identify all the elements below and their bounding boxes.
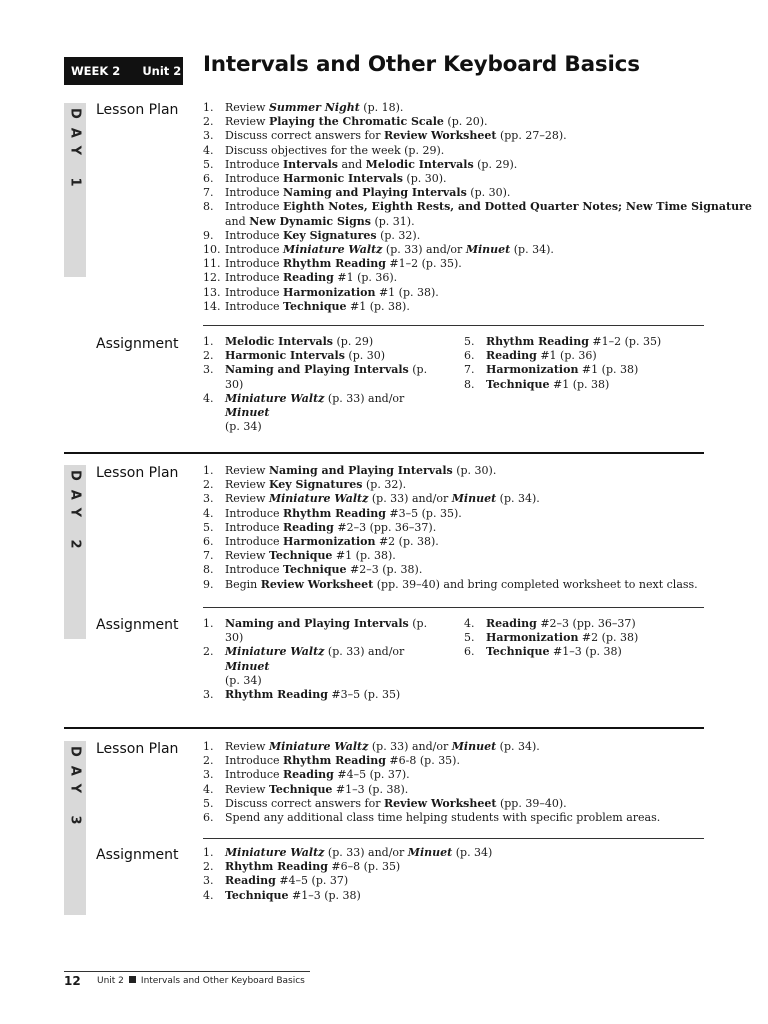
list-item: 8. Technique #1 (p. 38) <box>464 377 610 391</box>
list-item: 1. Melodic Intervals (p. 29) <box>203 335 374 348</box>
week-unit-badge <box>64 57 183 85</box>
list-item: 5. Harmonization #2 (p. 38) <box>464 631 639 645</box>
day-3-assignment-heading: Assignment <box>96 847 179 863</box>
list-item: 4. Discuss objectives for the week (p. 29). <box>203 143 445 157</box>
list-item: 5. Rhythm Reading #1–2 (p. 35) <box>464 335 662 348</box>
day-2-rule <box>64 452 704 454</box>
list-item: 4. Technique #1–3 (p. 38) <box>203 888 361 902</box>
list-item: 11. Introduce Rhythm Reading #1–2 (p. 35). <box>203 257 462 271</box>
list-item: 2. Miniature Waltz (p. 33) and/or Minuet (p. 34) <box>203 645 405 687</box>
list-item: 5. Introduce Reading #2–3 (pp. 36–37). <box>203 520 437 534</box>
list-item: 3. Introduce Reading #4–5 (p. 37). <box>203 768 410 782</box>
footer-unit: Unit 2 <box>97 976 124 986</box>
list-item: 2. Review Key Signatures (p. 32). <box>203 478 407 492</box>
list-item: 3. Naming and Playing Intervals (p. 30) <box>203 363 428 391</box>
list-item: 14. Introduce Technique #1 (p. 38). <box>203 299 410 313</box>
list-item: 4. Miniature Waltz (p. 33) and/or Minuet (p. 34) <box>203 391 405 434</box>
footer-subtitle: Intervals and Other Keyboard Basics <box>140 976 305 986</box>
list-item: 1. Naming and Playing Intervals (p. 30) <box>203 617 428 645</box>
page-number: 12 <box>64 974 81 988</box>
day-3-label: DAY 3 <box>67 746 83 834</box>
unit-label: Unit 2 <box>142 64 182 78</box>
list-item: 1. Review Naming and Playing Intervals (p. 30). <box>203 464 497 477</box>
list-item: 7. Review Technique #1 (p. 38). <box>203 549 396 563</box>
day-3-assignment-list <box>203 846 703 906</box>
divider <box>203 607 704 608</box>
list-item: 6. Spend any additional class time helping students with specific problem areas. <box>203 811 661 825</box>
day-3-lesson-plan-heading: Lesson Plan <box>96 741 179 757</box>
page-title: Intervals and Other Keyboard Basics <box>203 52 640 77</box>
day-2-lesson-plan-list <box>203 464 703 592</box>
week-label: WEEK 2 <box>71 64 121 78</box>
day-2-assignment-list <box>203 617 703 702</box>
day-3-rule <box>64 727 704 729</box>
footer-text <box>97 976 305 986</box>
day-3-lesson-plan-list <box>203 740 703 825</box>
list-item: 8. Introduce Technique #2–3 (p. 38). <box>203 563 423 577</box>
list-item: 3. Reading #4–5 (p. 37) <box>203 874 349 888</box>
list-item: 6. Reading #1 (p. 36) <box>464 349 597 363</box>
divider <box>203 838 704 839</box>
list-item: 9. Begin Review Worksheet (pp. 39–40) and bring completed worksheet to next class. <box>203 577 698 591</box>
list-item: 13. Introduce Harmonization #1 (p. 38). <box>203 285 439 299</box>
list-item: 10. Introduce Miniature Waltz (p. 33) and/or Minuet (p. 34). <box>203 243 554 257</box>
list-item: 1. Review Miniature Waltz (p. 33) and/or Minuet (p. 34). <box>203 740 540 753</box>
list-item: 5. Introduce Intervals and Melodic Intervals (p. 29). <box>203 157 518 171</box>
list-item: 6. Introduce Harmonic Intervals (p. 30). <box>203 172 447 186</box>
list-item: 9. Introduce Key Signatures (p. 32). <box>203 228 421 242</box>
list-item: 3. Rhythm Reading #3–5 (p. 35) <box>203 688 401 702</box>
list-item: 4. Reading #2–3 (pp. 36–37) <box>464 617 636 630</box>
day-1-label: DAY 1 <box>67 108 83 196</box>
day-1-assignment-heading: Assignment <box>96 336 179 352</box>
square-bullet-icon <box>129 976 136 983</box>
list-item: 5. Discuss correct answers for Review Worksheet (pp. 39–40). <box>203 796 567 810</box>
day-2-label: DAY 2 <box>67 470 83 558</box>
list-item: 3. Review Miniature Waltz (p. 33) and/or Minuet (p. 34). <box>203 492 540 506</box>
list-item: 4. Introduce Rhythm Reading #3–5 (p. 35). <box>203 506 462 520</box>
day-1-lesson-plan-heading: Lesson Plan <box>96 102 179 118</box>
list-item: 2. Review Playing the Chromatic Scale (p. 20). <box>203 115 488 129</box>
list-item: 7. Introduce Naming and Playing Intervals (p. 30). <box>203 186 511 200</box>
list-item: 6. Introduce Harmonization #2 (p. 38). <box>203 535 439 549</box>
day-1-assignment-list <box>203 335 703 434</box>
footer-rule <box>64 971 310 972</box>
list-item: 6. Technique #1–3 (p. 38) <box>464 645 622 659</box>
list-item: 3. Discuss correct answers for Review Worksheet (pp. 27–28). <box>203 129 567 143</box>
list-item: 4. Review Technique #1–3 (p. 38). <box>203 782 409 796</box>
list-item: 1. Miniature Waltz (p. 33) and/or Minuet (p. 34) <box>203 846 493 859</box>
list-item: 2. Introduce Rhythm Reading #6-8 (p. 35). <box>203 754 460 768</box>
day-2-lesson-plan-heading: Lesson Plan <box>96 465 179 481</box>
day-1-lesson-plan-list <box>203 101 752 314</box>
list-item: 1. Review Summer Night (p. 18). <box>203 101 404 114</box>
divider <box>203 325 704 326</box>
list-item: 12. Introduce Reading #1 (p. 36). <box>203 271 398 285</box>
day-2-assignment-heading: Assignment <box>96 617 179 633</box>
list-item: 8. Introduce Eighth Notes, Eighth Rests, and Dotted Quarter Notes; New Time Signature and New Dynamic Signs (p. 31). <box>203 200 752 228</box>
list-item: 2. Rhythm Reading #6–8 (p. 35) <box>203 860 401 874</box>
list-item: 2. Harmonic Intervals (p. 30) <box>203 349 386 363</box>
list-item: 7. Harmonization #1 (p. 38) <box>464 363 639 377</box>
